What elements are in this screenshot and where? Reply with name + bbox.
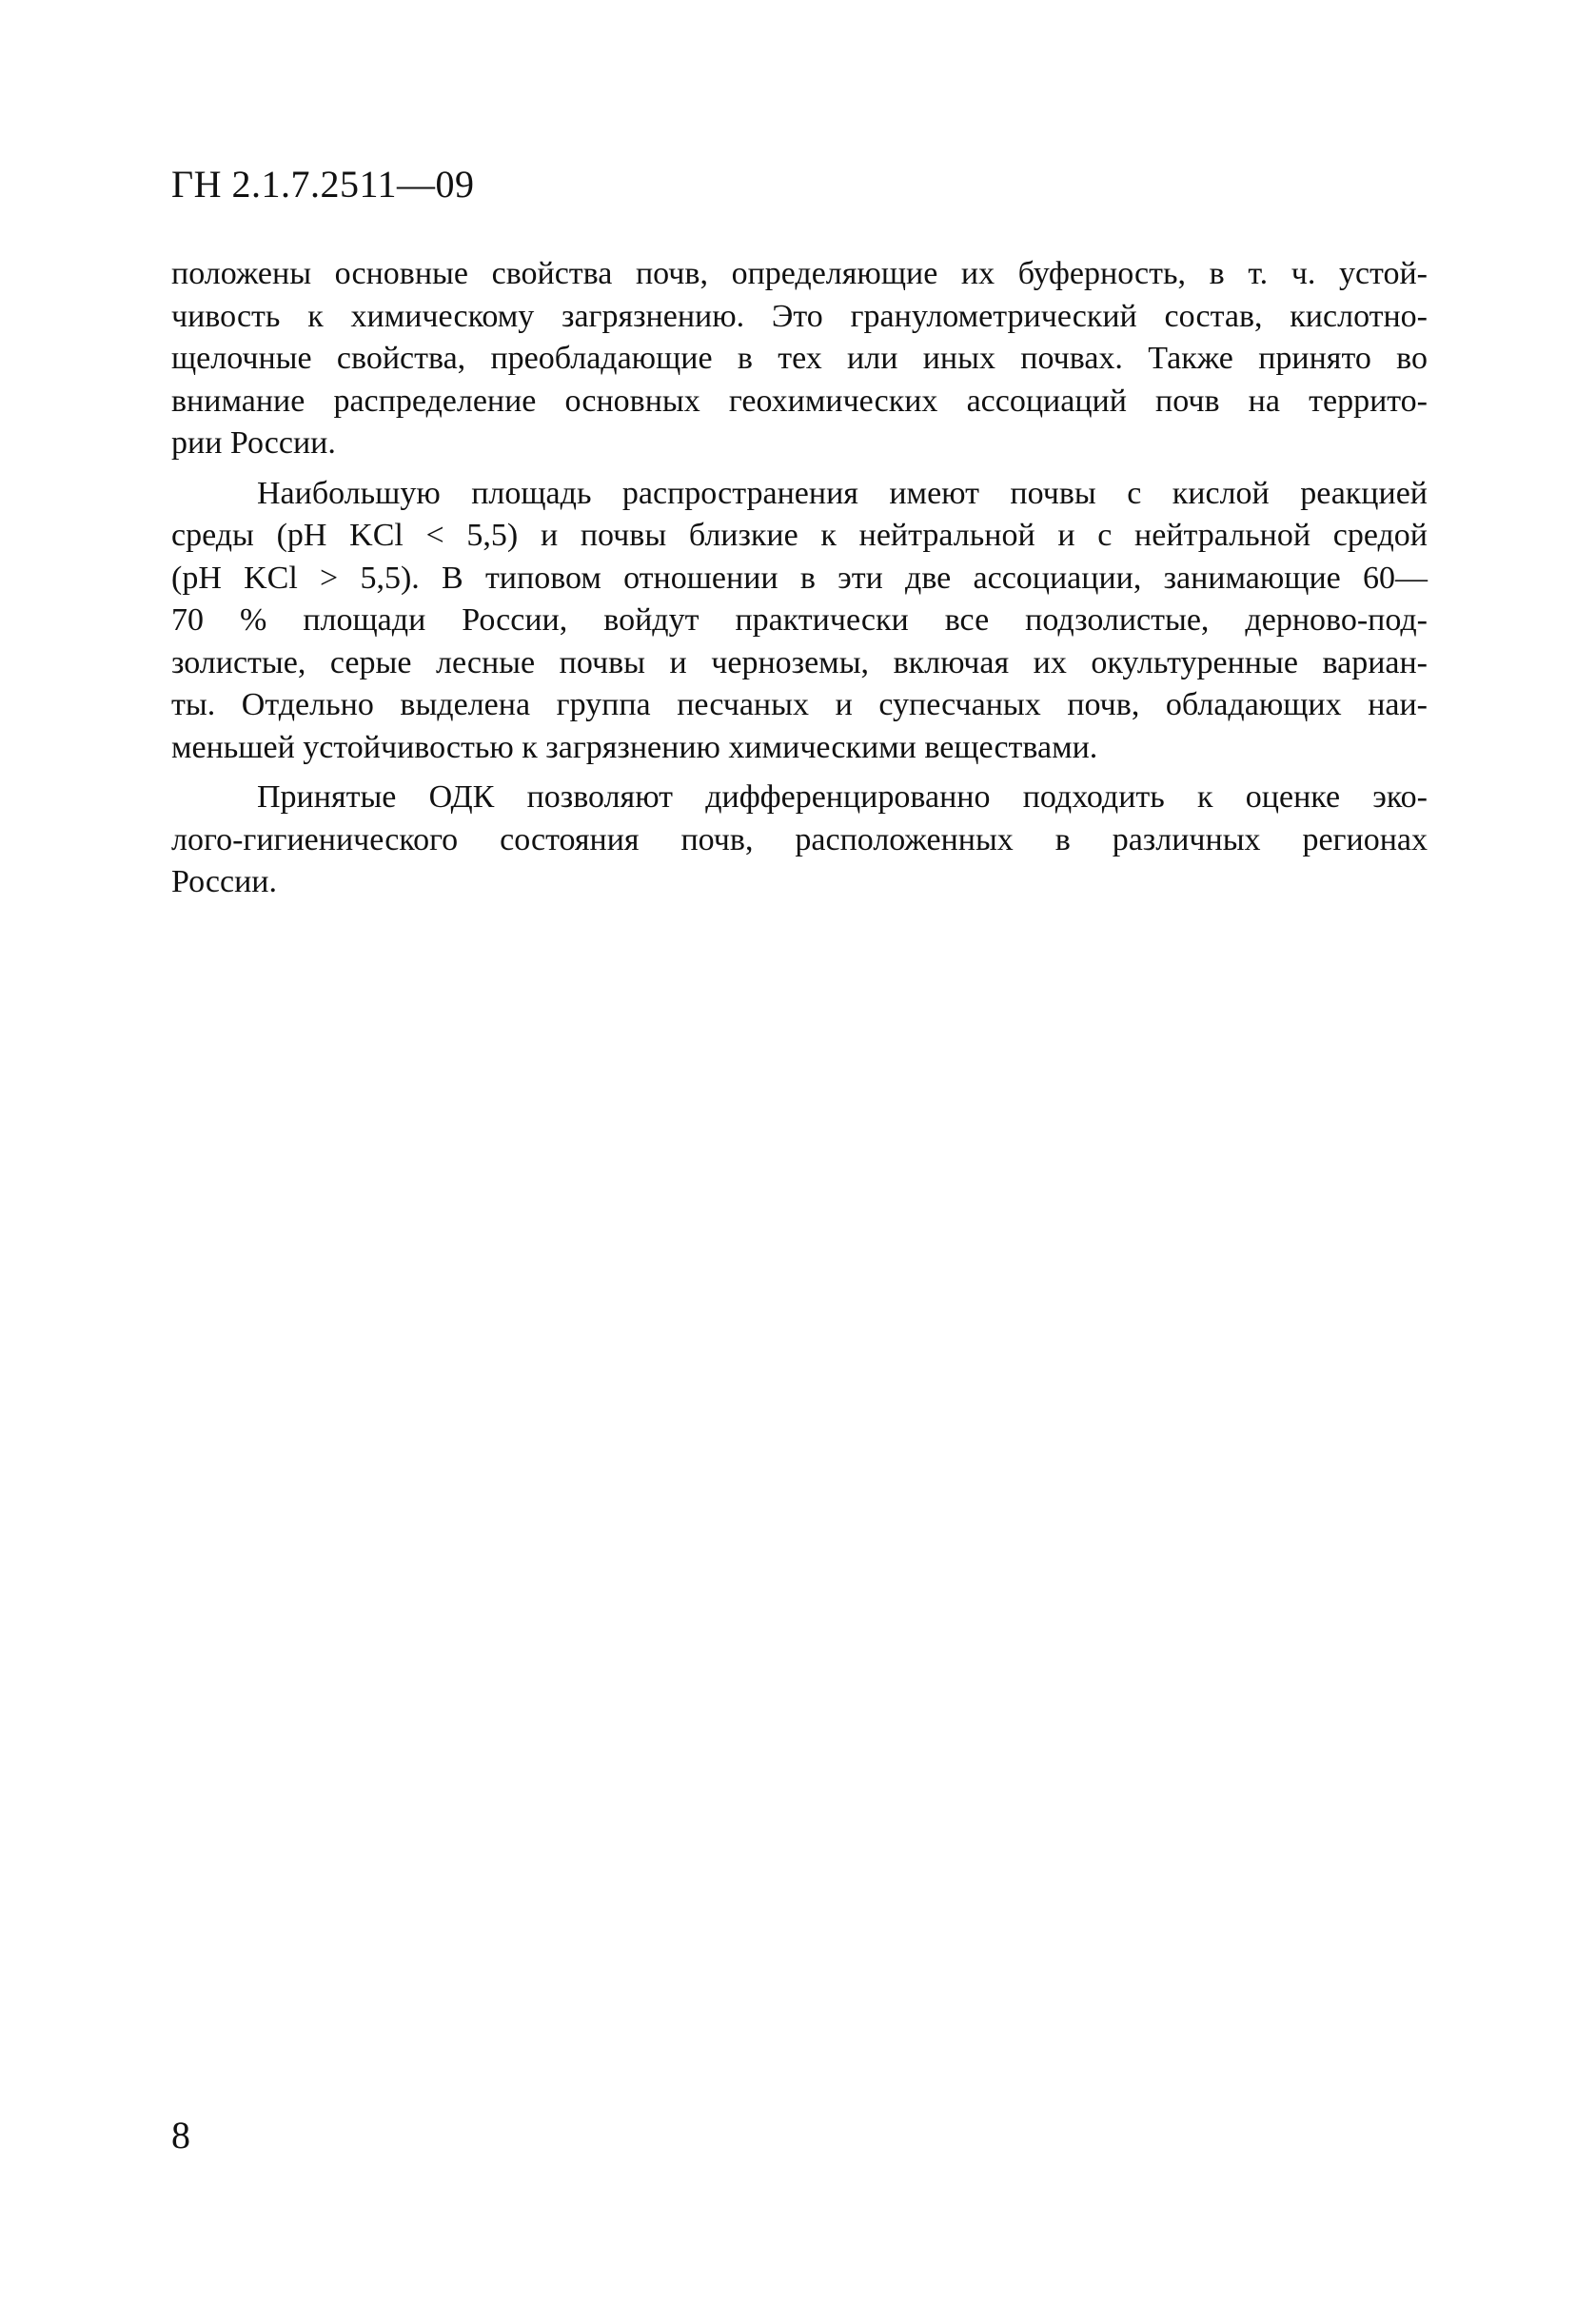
text-line: меньшей устойчивостью к загрязнению химическими веществами. xyxy=(171,729,1098,765)
text-line: рии России. xyxy=(171,425,336,461)
text-line: положены основные свойства почв, определяющие их буферность, в т. ч. устой- xyxy=(171,256,1428,291)
text-line: 70 % площади России, войдут практически все подзолистые, дерново-под- xyxy=(171,602,1428,638)
text-line: России. xyxy=(171,864,277,899)
text-line: Принятые ОДК позволяют дифференцированно подходить к оценке эко- xyxy=(257,779,1428,815)
page-number: 8 xyxy=(171,2114,190,2156)
text-line: Наибольшую площадь распространения имеют почвы с кислой реакцией xyxy=(257,475,1428,511)
paragraph-2 xyxy=(171,473,1428,770)
paragraph-1 xyxy=(171,253,1428,465)
text-line: среды (pH KCl < 5,5) и почвы близкие к нейтральной и с нейтральной средой xyxy=(171,518,1428,553)
text-line: (pH KCl > 5,5). В типовом отношении в эти две ассоциации, занимающие 60— xyxy=(171,560,1428,596)
text-line: чивость к химическому загрязнению. Это гранулометрический состав, кислотно- xyxy=(171,298,1428,334)
text-line: лого-гигиенического состояния почв, расположенных в различных регионах xyxy=(171,821,1428,857)
paragraph-3 xyxy=(171,777,1428,904)
text-line: внимание распределение основных геохимических ассоциаций почв на террито- xyxy=(171,383,1428,419)
text-line: ты. Отдельно выделена группа песчаных и супесчаных почв, обладающих наи- xyxy=(171,687,1428,722)
text-line: золистые, серые лесные почвы и черноземы, включая их окультуренные вариан- xyxy=(171,644,1428,680)
text-line: щелочные свойства, преобладающие в тех или иных почвах. Также принято во xyxy=(171,341,1428,376)
body-text xyxy=(171,253,1428,912)
document-code-header: ГН 2.1.7.2511—09 xyxy=(171,163,475,206)
